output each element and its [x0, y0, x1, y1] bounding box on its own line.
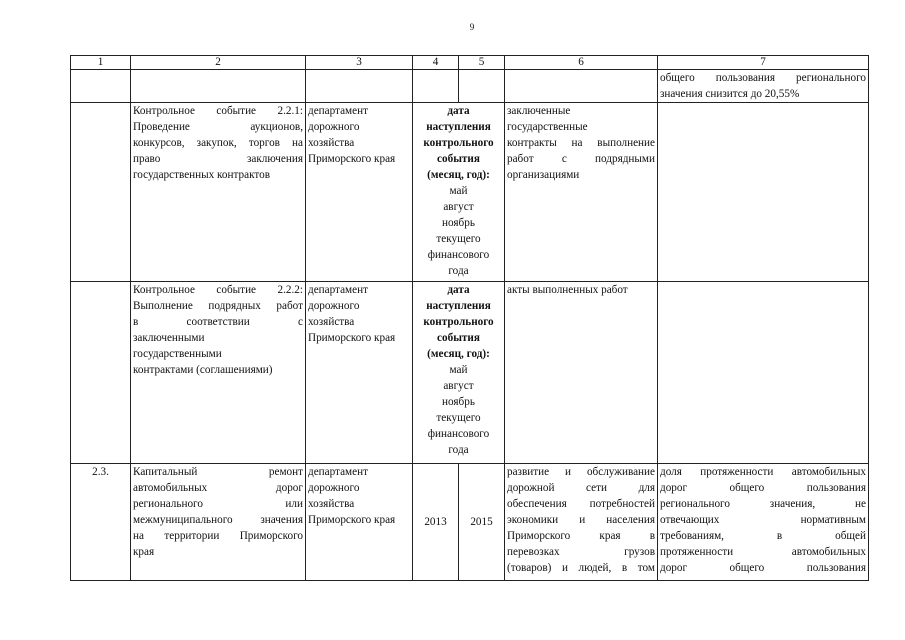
cell	[306, 70, 413, 103]
cell	[71, 103, 131, 282]
table-row-event-2-2-1	[71, 103, 869, 282]
start-year-cell: 2013	[413, 464, 459, 581]
responsible-cell: департамент дорожного хозяйства Приморского края	[306, 103, 413, 282]
cell	[71, 282, 131, 464]
event-date-cell: дата наступления контрольного события (месяц, год): май август ноябрь текущего финансового года	[413, 103, 505, 282]
header-col-1: 1	[71, 56, 131, 70]
cell	[413, 70, 459, 103]
program-table	[70, 55, 869, 581]
header-col-2: 2	[131, 56, 306, 70]
result-cell: развитие и обслуживание дорожной сети для обеспечения потребностей экономики и населения Приморского края в перевозках грузов (товаров) и людей, в том	[505, 464, 658, 581]
activity-description-cell: Капитальный ремонт автомобильных дорог регионального или межмуниципального значения на территории Приморского края	[131, 464, 306, 581]
header-row	[71, 56, 869, 70]
event-description-cell: Контрольное событие 2.2.1: Проведение аукционов, конкурсов, закупок, торгов на право заключения государственных контрактов	[131, 103, 306, 282]
cell	[459, 70, 505, 103]
result-cell: заключенные государственные контракты на выполнение работ с подрядными организациями	[505, 103, 658, 282]
result-cell: акты выполненных работ	[505, 282, 658, 464]
header-col-6: 6	[505, 56, 658, 70]
responsible-cell: департамент дорожного хозяйства Приморского края	[306, 282, 413, 464]
cell	[658, 282, 869, 464]
table-row-continuation	[71, 70, 869, 103]
table-row-event-2-2-2	[71, 282, 869, 464]
header-col-4: 4	[413, 56, 459, 70]
indicator-cell: общего пользования регионального значения снизится до 20,55%	[658, 70, 869, 103]
header-col-5: 5	[459, 56, 505, 70]
header-col-7: 7	[658, 56, 869, 70]
indicator-cell: доля протяженности автомобильных дорог общего пользования регионального значения, не отвечающих нормативным требованиям, в общей протяженности автомобильных дорог общего пользования	[658, 464, 869, 581]
row-number-cell: 2.3.	[71, 464, 131, 581]
header-col-3: 3	[306, 56, 413, 70]
cell	[505, 70, 658, 103]
event-description-cell: Контрольное событие 2.2.2: Выполнение подрядных работ в соответствии с заключенными государственными контрактами (соглашениями)	[131, 282, 306, 464]
event-date-cell: дата наступления контрольного события (месяц, год): май август ноябрь текущего финансового года	[413, 282, 505, 464]
end-year-cell: 2015	[459, 464, 505, 581]
cell	[71, 70, 131, 103]
cell	[658, 103, 869, 282]
page-number: 9	[469, 22, 475, 32]
table-row-2-3	[71, 464, 869, 581]
cell	[131, 70, 306, 103]
responsible-cell: департамент дорожного хозяйства Приморского края	[306, 464, 413, 581]
